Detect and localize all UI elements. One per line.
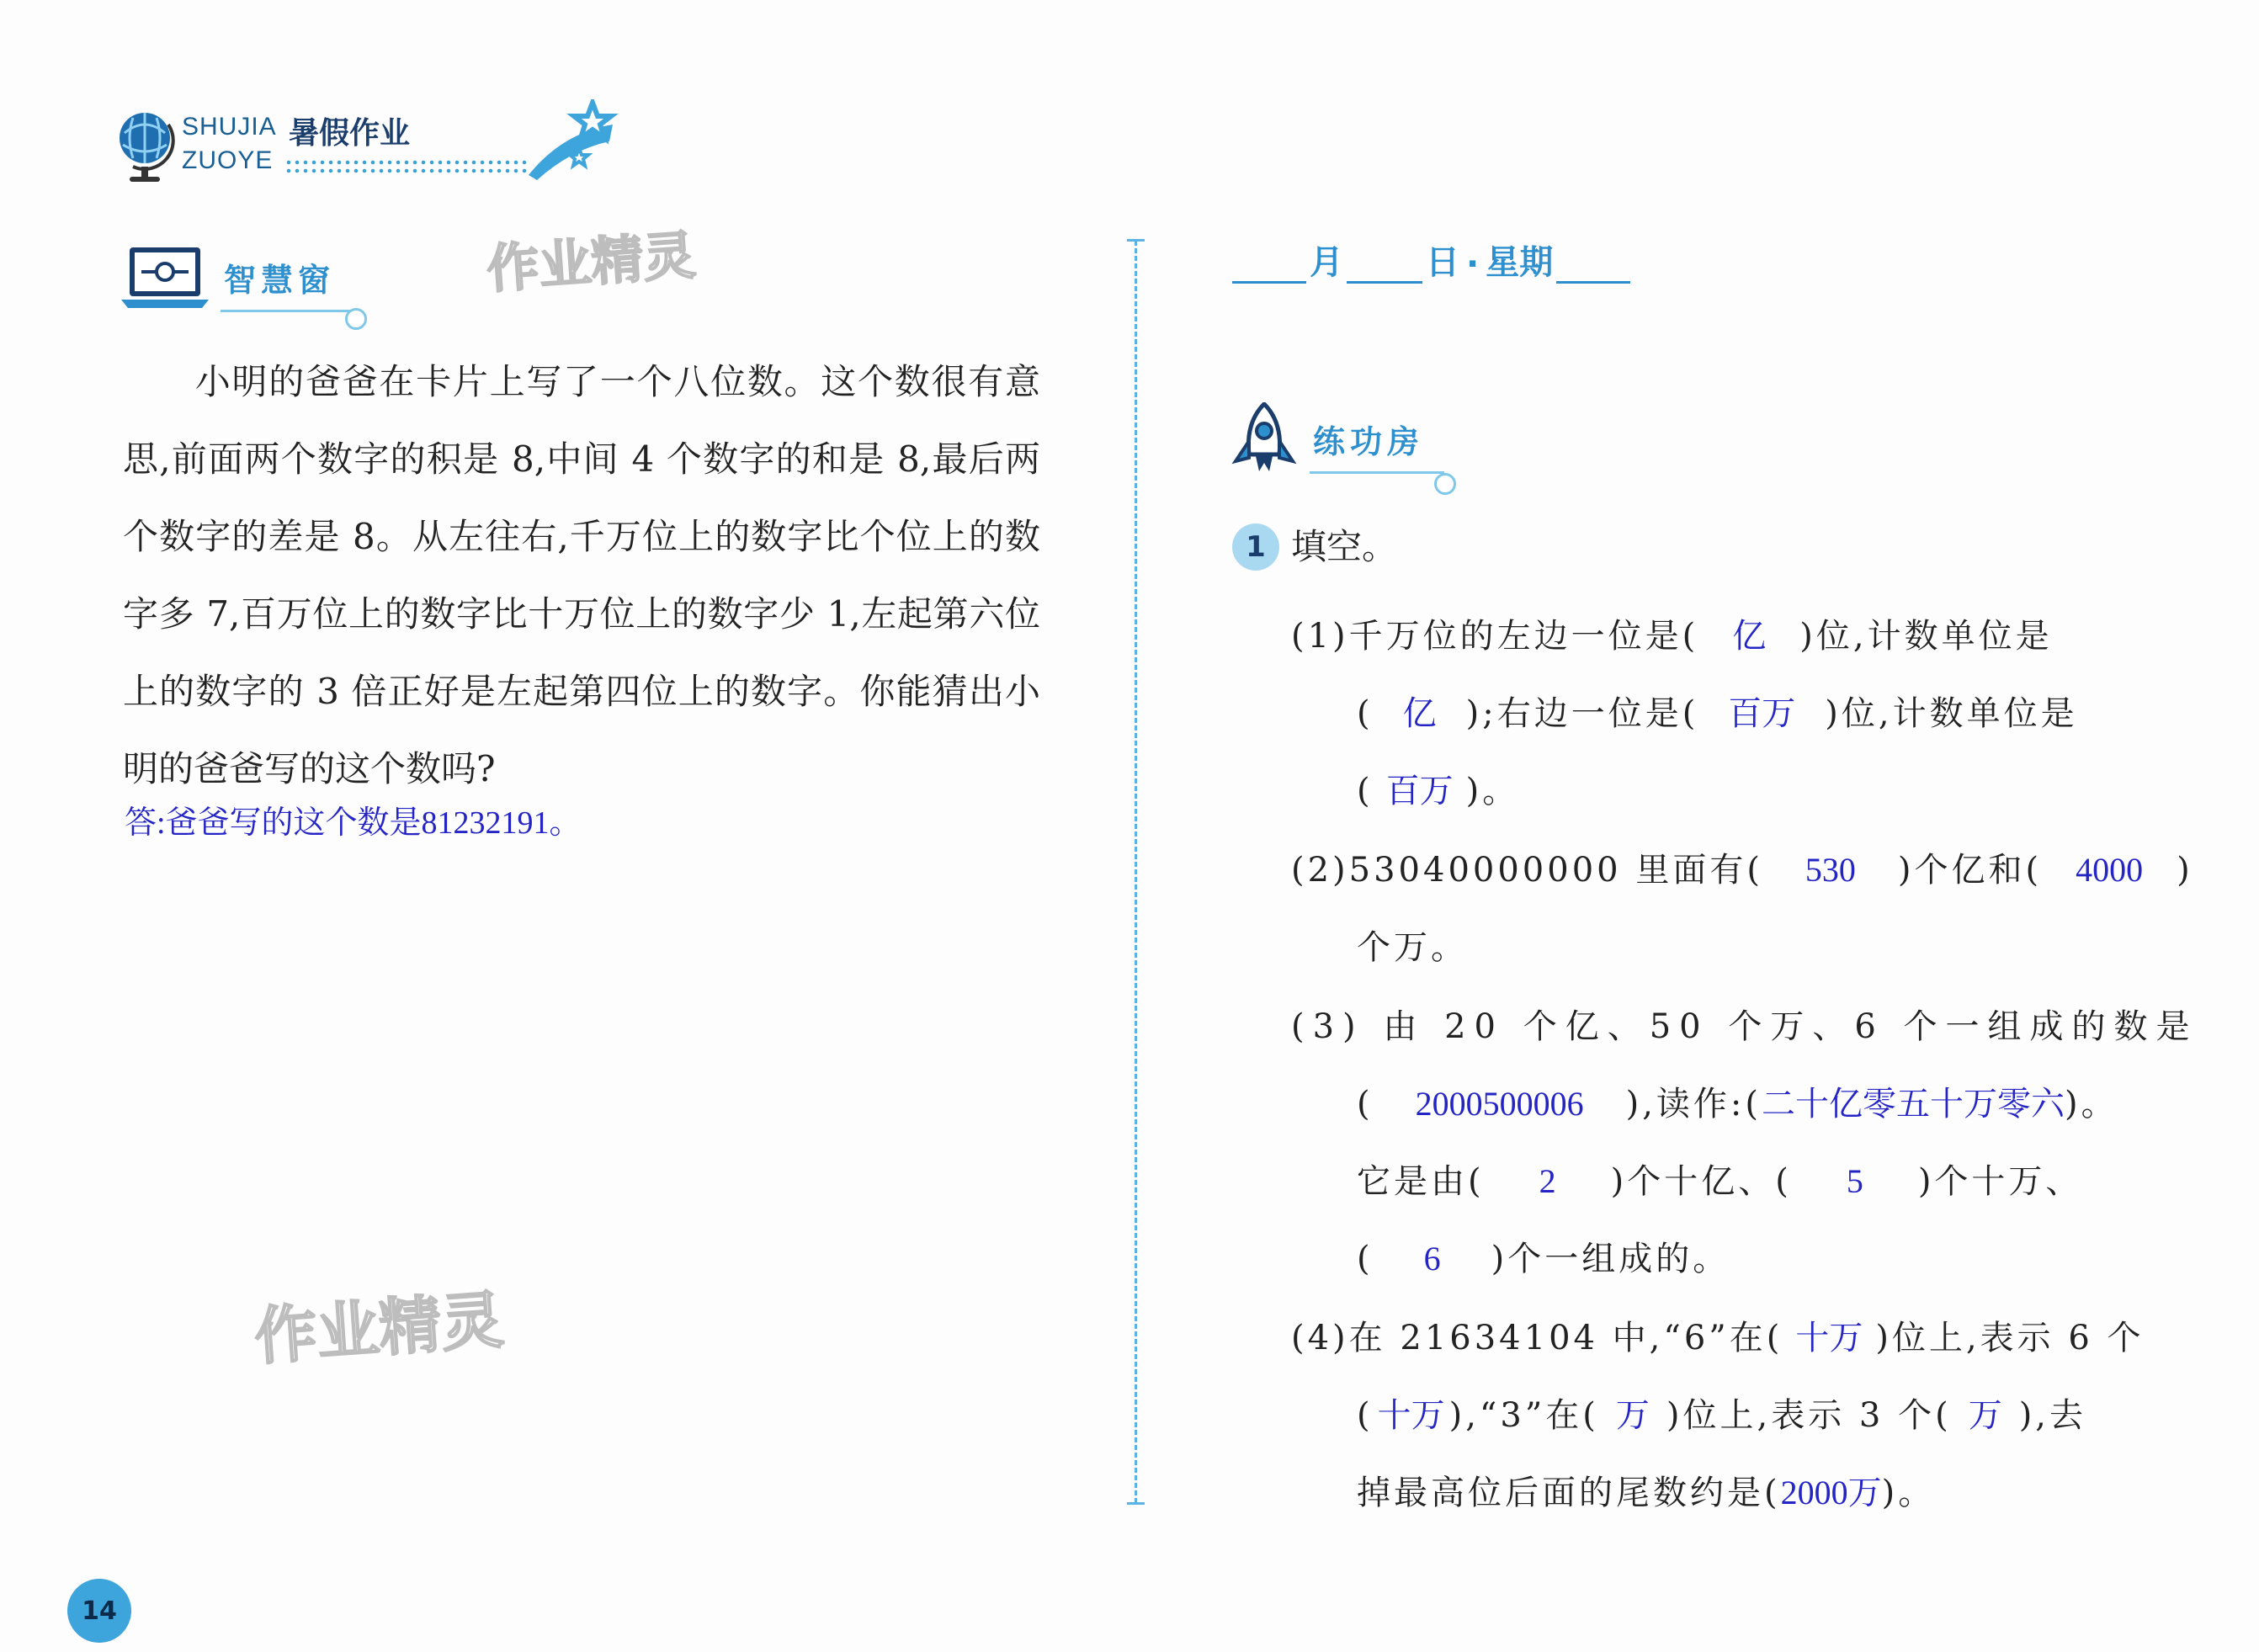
ring-decoration: [345, 308, 367, 330]
weekday-blank[interactable]: [1556, 244, 1630, 284]
watermark: 作业精灵: [485, 224, 698, 300]
laptop-icon: [121, 244, 209, 310]
rocket-icon: [1230, 402, 1298, 475]
answer: 4000: [2076, 851, 2144, 889]
answer: 十万: [1795, 1319, 1863, 1357]
brand-en-line2: ZUOYE: [182, 146, 274, 174]
question-number-badge: 1: [1232, 523, 1279, 571]
answer: 6: [1423, 1240, 1441, 1278]
question-title: 填空。: [1291, 526, 1398, 567]
q1-line2: ( 亿 );右边一位是( 百万 )位,计数单位是: [1357, 688, 2078, 739]
month-label: 月: [1310, 243, 1343, 282]
q3-line3: 它是由( 2 )个十亿、( 5 )个十万、: [1357, 1156, 2082, 1207]
q2-line2: 个万。: [1357, 928, 1468, 967]
q2-line1: (2)53040000000 里面有( 530 )个亿和( 4000 ): [1291, 845, 2193, 895]
ring-decoration: [1434, 473, 1456, 495]
answer: 2000万: [1780, 1474, 1882, 1511]
answer: 万: [1615, 1396, 1650, 1434]
section-title: 智慧窗: [224, 254, 335, 300]
brand-logo: [116, 108, 503, 192]
divider-cap: [1127, 1502, 1145, 1505]
q1-line1: (1)千万位的左边一位是( 亿 )位,计数单位是: [1291, 611, 2053, 661]
answer: 百万: [1385, 772, 1454, 810]
answer: 2: [1539, 1162, 1556, 1200]
answer: 5: [1846, 1162, 1863, 1200]
date-separator: ·: [1466, 245, 1480, 284]
watermark: 作业精灵: [252, 1283, 507, 1374]
dotted-decoration: [284, 158, 529, 177]
brand-en-line1: SHUJIA: [182, 113, 277, 141]
answer: 2000500006: [1415, 1085, 1584, 1123]
q3-line2: ( 2000500006 ),读作:(二十亿零五十万零六)。: [1357, 1079, 2118, 1129]
practice-room-header: [1230, 402, 1424, 475]
handwritten-answer: 答:爸爸写的这个数是81232191。: [125, 805, 582, 841]
q4-line1: (4)在 21634104 中,“6”在( 十万 )位上,表示 6 个: [1291, 1313, 2145, 1363]
day-blank[interactable]: [1347, 244, 1422, 284]
section-title: 练功房: [1313, 416, 1424, 462]
q4-line2: ( 十万 ),“3”在( 万 )位上,表示 3 个( 万 ),去: [1357, 1390, 2086, 1441]
q4-line3: 掉最高位后面的尾数约是(2000万)。: [1357, 1474, 1936, 1512]
puzzle-text: 小明的爸爸在卡片上写了一个八位数。这个数很有意思,前面两个数字的积是 8,中间 4 个数字的和是 8,最后两个数字的差是 8。从左往右,千万位上的数字比个位上的数字多 7,百万位上的数字比十万位上的数字少 1,左起第六位上的数字的 3 倍正好是左起第四位上的数字。你能猜出小明的爸爸写的这个数吗?: [123, 361, 1040, 789]
wisdom-window-header: [121, 244, 335, 310]
answer: 亿: [1402, 694, 1437, 732]
divider-cap: [1127, 239, 1145, 242]
puzzle-paragraph: [123, 343, 1040, 808]
page-number: 14: [67, 1579, 131, 1643]
date-line: [1232, 236, 1630, 284]
weekday-label: 星期: [1486, 243, 1554, 282]
q3-line4: ( 6 )个一组成的。: [1357, 1234, 1730, 1284]
answer: 二十亿零五十万零六: [1762, 1085, 2065, 1123]
month-blank[interactable]: [1232, 244, 1306, 284]
answer: 亿: [1732, 617, 1767, 655]
brand-title: 暑假作业: [289, 116, 411, 151]
q1-line3: ( 百万 )。: [1357, 766, 1519, 816]
answer: 530: [1805, 851, 1856, 889]
answer: 百万: [1728, 694, 1796, 732]
page-divider: [1135, 241, 1137, 1503]
answer: 万: [1968, 1396, 2002, 1434]
globe-icon: [116, 108, 175, 185]
answer: 十万: [1377, 1396, 1445, 1434]
shooting-star-icon: [529, 99, 621, 183]
q3-line1: (3) 由 20 个亿、50 个万、6 个一组成的数是: [1291, 1007, 2198, 1046]
day-label: 日: [1426, 243, 1459, 282]
